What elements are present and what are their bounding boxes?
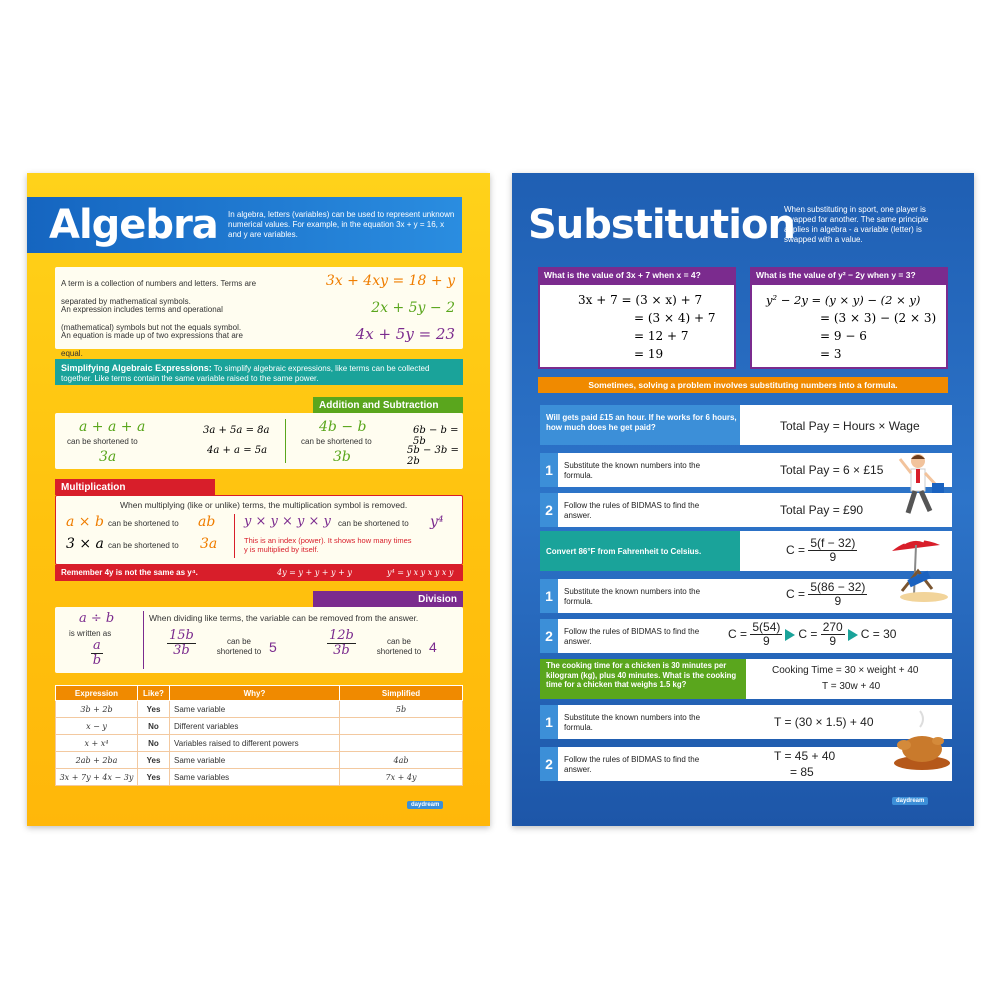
mult-header: Multiplication — [55, 479, 215, 495]
temp-step-2: 2 Follow the rules of BIDMAS to find the answer. C = $\frac{5(54)}{9}$ C = $\frac{270}{9}$ C = 30 — [540, 619, 952, 653]
subst-title-banner — [528, 191, 960, 259]
div-fraction-ab: $\frac{a}{b}$ — [92, 638, 102, 669]
table-row: x + x⁴ No Variables raised to different powers — [56, 735, 463, 752]
roast-chicken-illustration — [890, 709, 952, 773]
substitution-poster — [512, 173, 974, 826]
celsius-formula: C = $\frac{5(f - 32)}{9}$ — [786, 536, 856, 565]
div-fraction-15b: $\frac{15b}{3b}$ — [169, 628, 194, 659]
simplify-text: To simplify algebraic expressions, like terms can be collected together. Like terms contain the same variable raised to the same power. — [61, 364, 430, 383]
algebra-poster — [27, 173, 490, 826]
div-divider — [143, 611, 144, 669]
expression-definition: An expression includes terms and operational (mathematical) symbols but not the equals symbol. — [61, 305, 242, 332]
pay-question: Will gets paid £15 an hour. If he works for 6 hours, how much does he get paid? Total Pay = Hours × Wage — [540, 405, 952, 445]
mult-card: When multiplying (like or unlike) terms, the multiplication symbol is removed. a × b can be shortened to ab 3 × a can be shortened to 3a y × y × y × y can be shortened to y⁴ This is an index (power). It shows how many times y is multiplied by itself. — [55, 495, 463, 565]
formula-banner: Sometimes, solving a problem involves substituting numbers into a formula. — [538, 377, 948, 393]
q1-header: What is the value of 3x + 7 when x = 4? — [538, 267, 736, 283]
table-header-simplified: Simplified — [340, 686, 463, 701]
div-card: a ÷ b is written as $\frac{a}{b}$ When dividing like terms, the variable can be removed from the answer. $\frac{15b}{3b}$ can be shortened to 5 $\frac{12b}{3b}$ can be shortened to 4 — [55, 607, 463, 673]
temp-question: Convert 86°F from Fahrenheit to Celsius. C = $\frac{5(f - 32)}{9}$ — [540, 531, 952, 571]
remember-bar: Remember 4y is not the same as y⁴. 4y = y + y + y + y y⁴ = y x y x y x y — [55, 565, 463, 581]
index-note: This is an index (power). It shows how many times y is multiplied by itself. — [244, 536, 412, 554]
subst-title: Substitution — [528, 202, 795, 248]
q2-header: What is the value of y² − 2y when y = 3? — [750, 267, 948, 283]
mult-divider — [234, 514, 235, 558]
div-header: Division — [313, 591, 463, 607]
addsub-divider — [285, 419, 286, 463]
chicken-question: The cooking time for a chicken is 30 minutes per kilogram (kg), plus 40 minutes. What is the cooking time for a chicken that weighs 1.5 kg? Cooking Time = 30 × weight + 40 T = 30w + 40 — [540, 659, 952, 699]
q1-card: 3x + 7 = (3 × x) + 7 = (3 × 4) + 7 = 12 + 7 = 19 — [538, 283, 736, 369]
chicken-step-2: 2 Follow the rules of BIDMAS to find the answer. T = 45 + 40 = 85 — [540, 747, 952, 781]
term-definition: A term is a collection of numbers and letters. Terms are separated by mathematical symbols. — [61, 279, 257, 306]
arrow-icon — [848, 629, 858, 641]
table-row: x − y No Different variables — [56, 718, 463, 735]
simplify-banner — [55, 359, 463, 385]
daydream-logo: daydream — [892, 797, 928, 805]
addsub-header: Addition and Subtraction — [313, 397, 463, 413]
businessman-illustration — [890, 451, 950, 523]
pay-step-1: 1 Substitute the known numbers into the formula. Total Pay = 6 × £15 — [540, 453, 952, 487]
beach-chair-illustration — [884, 533, 950, 603]
expression-example: 2x + 5y − 2 — [371, 300, 455, 316]
table-row: 3x + 7y + 4x − 3y Yes Same variables 7x + 4y — [56, 769, 463, 786]
algebra-title-banner — [27, 197, 462, 253]
equation-example: 4x + 5y = 23 — [355, 325, 455, 343]
daydream-logo: daydream — [407, 801, 443, 809]
div-fraction-12b: $\frac{12b}{3b}$ — [329, 628, 354, 659]
table-row: 2ab + 2ba Yes Same variable 4ab — [56, 752, 463, 769]
algebra-title: Algebra — [49, 202, 218, 248]
addsub-card: a + a + a can be shortened to 3a 3a + 5a = 8a 4a + a = 5a 4b − b can be shortened to 3b 6b − b = 5b 5b − 3b = 2b — [55, 413, 463, 469]
arrow-icon — [785, 629, 795, 641]
term-example: 3x + 4xy = 18 + y — [325, 273, 455, 289]
like-terms-table — [55, 685, 463, 786]
temp-step-1: 1 Substitute the known numbers into the formula. C = $\frac{5(86 - 32)}{9}$ — [540, 579, 952, 613]
q2-card: y² − 2y = (y × y) − (2 × y) = (3 × 3) − (2 × 3) = 9 − 6 = 3 — [750, 283, 948, 369]
subst-intro: When substituting in sport, one player is swapped for another. The same principle applies in algebra - a variable (letter) is swapped with a value. — [784, 205, 929, 244]
algebra-intro: In algebra, letters (variables) can be used to represent unknown numerical values. For example, in the equation 3x + y = 16, x and y are variables. — [228, 210, 455, 239]
pay-step-2: 2 Follow the rules of BIDMAS to find the answer. Total Pay = £90 — [540, 493, 952, 527]
chicken-step-1: 1 Substitute the known numbers into the formula. T = (30 × 1.5) + 40 — [540, 705, 952, 739]
definitions-card — [55, 267, 463, 358]
equation-definition: An equation is made up of two expressions that are equal. — [61, 331, 243, 358]
simplify-title: Simplifying Algebraic Expressions: — [61, 363, 212, 373]
table-header-expression: Expression — [56, 686, 138, 701]
table-row: 3b + 2b Yes Same variable 5b — [56, 701, 463, 718]
table-header-like: Like? — [138, 686, 170, 701]
table-header-why: Why? — [170, 686, 340, 701]
